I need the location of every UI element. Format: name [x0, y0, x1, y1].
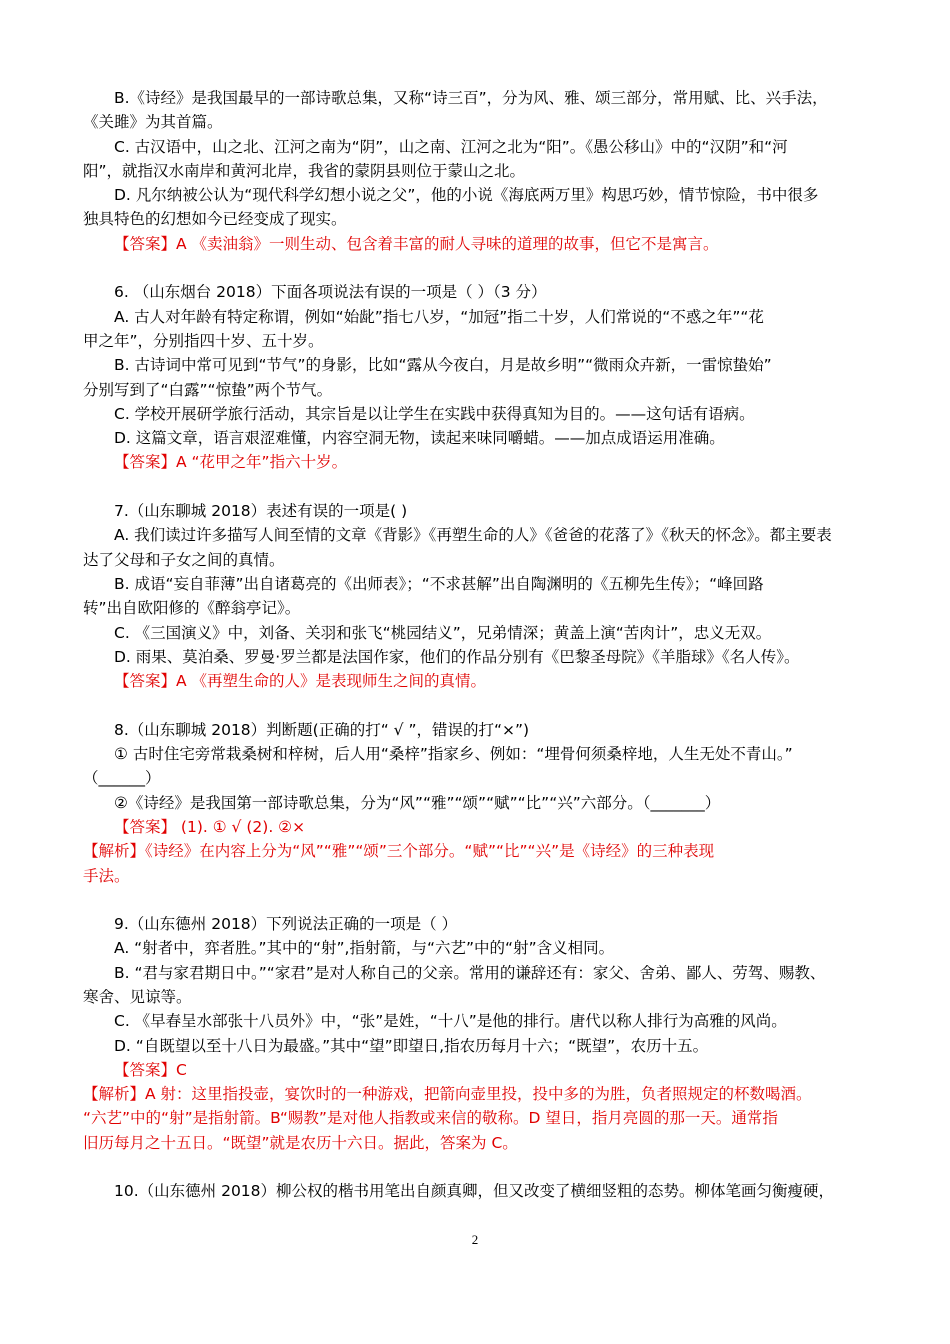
explanation-line: 旧历每月之十五日。“既望”就是农历十六日。据此，答案为 C。	[83, 1133, 518, 1152]
text-line: 甲之年”，分别指四十岁、五十岁。	[83, 331, 324, 350]
text-line: B.《诗经》是我国最早的一部诗歌总集，又称“诗三百”，分为风、雅、颂三部分，常用赋、比、兴手法，	[114, 89, 828, 107]
text-line: 寒舍、见谅等。	[83, 987, 192, 1006]
text-line: D. 雨果、莫泊桑、罗曼·罗兰都是法国作家，他们的作品分别有《巴黎圣母院》《羊脂球》《名人传》。	[114, 647, 800, 666]
question-title: 8.（山东聊城 2018）判断题(正确的打“ √ ”，错误的打“×”)	[114, 720, 530, 739]
text-line: C. 《三国演义》中，刘备、关羽和张飞“桃园结义”，兄弟情深；黄盖上演“苦肉计”，忠义无双。	[114, 623, 772, 642]
explanation-line: 手法。	[83, 866, 130, 885]
text-line: 转”出自欧阳修的《醉翁亭记》。	[83, 599, 301, 618]
text-line: B. “君与家君期日中。”“家君”是对人称自己的父亲。常用的谦辞还有：家父、舍弟、鄙人、劳驾、赐教、	[114, 963, 826, 982]
question-title: 10.（山东德州 2018）柳公权的楷书用笔出自颜真卿，但又改变了横细竖粗的态势。柳体笔画匀衡瘦硬，	[114, 1182, 835, 1201]
text-line: C. 学校开展研学旅行活动，其宗旨是以让学生在实践中获得真知为目的。——这句话有语病。	[114, 404, 755, 423]
explanation-line: “六艺”中的“射”是指射箭。B“赐教”是对他人指教或来信的敬称。D 望日，指月亮圆的那一天。通常指	[83, 1109, 778, 1128]
text-line: 《关雎》为其首篇。	[83, 113, 223, 132]
question-title: 9.（山东德州 2018）下列说法正确的一项是（ ）	[114, 915, 458, 934]
text-line: A. 古人对年龄有特定称谓，例如“始龀”指七八岁，“加冠”指二十岁，人们常说的“不惑之年”“花	[114, 307, 764, 326]
explanation-line: 【解析】《诗经》在内容上分为“风”“雅”“颂”三个部分。“赋”“比”“兴”是《诗经》的三种表现	[83, 842, 715, 861]
text-line: C. 《早春呈水部张十八员外》中，“张”是姓，“十八”是他的排行。唐代以称人排行为高雅的风尚。	[114, 1012, 787, 1031]
text-line: D. “自既望以至十八日为最盛。”其中“望”即望日,指农历每月十六；“既望”，农历十五。	[114, 1036, 709, 1055]
explanation-line: 【解析】A 射：这里指投壶，宴饮时的一种游戏，把箭向壶里投，投中多的为胜，负者照规定的杯数喝酒。	[83, 1085, 812, 1104]
text-line: D. 这篇文章，语言艰涩难懂，内容空洞无物，读起来味同嚼蜡。——加点成语运用准确。	[114, 429, 725, 448]
text-line: 独具特色的幻想如今已经变成了现实。	[83, 210, 347, 229]
spacer	[83, 1155, 873, 1179]
text-line: B. 成语“妄自菲薄”出自诸葛亮的《出师表》；“不求甚解”出自陶渊明的《五柳先生传》；“峰回路	[114, 574, 764, 593]
answer-line: 【答案】A 《再塑生命的人》是表现师生之间的真情。	[114, 672, 487, 691]
page-number: 2	[471, 1232, 479, 1247]
spacer	[83, 475, 873, 499]
text-line: D. 凡尔纳被公认为“现代科学幻想小说之父”，他的小说《海底两万里》构思巧妙，情节惊险，书中很多	[114, 186, 819, 205]
text-line: ① 古时住宅旁常栽桑树和梓树，后人用“桑梓”指家乡、例如：“埋骨何须桑梓地，人生无处不青山。”	[114, 745, 793, 764]
answer-line: 【答案】A 《卖油翁》一则生动、包含着丰富的耐人寻味的道理的故事，但它不是寓言。	[114, 234, 719, 253]
text-line: 分别写到了“白露”“惊蛰”两个节气。	[83, 380, 333, 399]
text-line: （______）	[83, 769, 161, 788]
page-content	[83, 86, 873, 1204]
text-line: A. “射者中，弈者胜。”其中的“射”,指射箭，与“六艺”中的“射”含义相同。	[114, 939, 615, 958]
question-title: 6. （山东烟台 2018）下面各项说法有误的一项是（ ）（3 分）	[114, 283, 547, 302]
answer-line: 【答案】C	[114, 1060, 187, 1079]
text-line: A. 我们读过许多描写人间至情的文章《背影》《再塑生命的人》《爸爸的花落了》《秋天的怀念》。都主要表	[114, 526, 832, 545]
answer-line: 【答案】 (1). ① √ (2). ②×	[114, 817, 306, 836]
text-line: B. 古诗词中常可见到“节气”的身影，比如“露从今夜白，月是故乡明”“微雨众卉新，一雷惊蛰始”	[114, 356, 772, 375]
text-line: 阳”，就指汉水南岸和黄河北岸，我省的蒙阴县则位于蒙山之北。	[83, 161, 526, 180]
text-line: ②《诗经》是我国第一部诗歌总集，分为“风”“雅”“颂”“赋”“比”“兴”六部分。（_______）	[114, 793, 721, 812]
answer-line: 【答案】A “花甲之年”指六十岁。	[114, 453, 348, 472]
spacer	[83, 256, 873, 280]
spacer	[83, 888, 873, 912]
question-title: 7.（山东聊城 2018）表述有误的一项是( )	[114, 502, 408, 521]
text-line: 达了父母和子女之间的真情。	[83, 550, 285, 569]
spacer	[83, 693, 873, 717]
text-line: C. 古汉语中，山之北、江河之南为“阴”，山之南、江河之北为“阳”。《愚公移山》中的“汉阴”和“河	[114, 137, 788, 156]
